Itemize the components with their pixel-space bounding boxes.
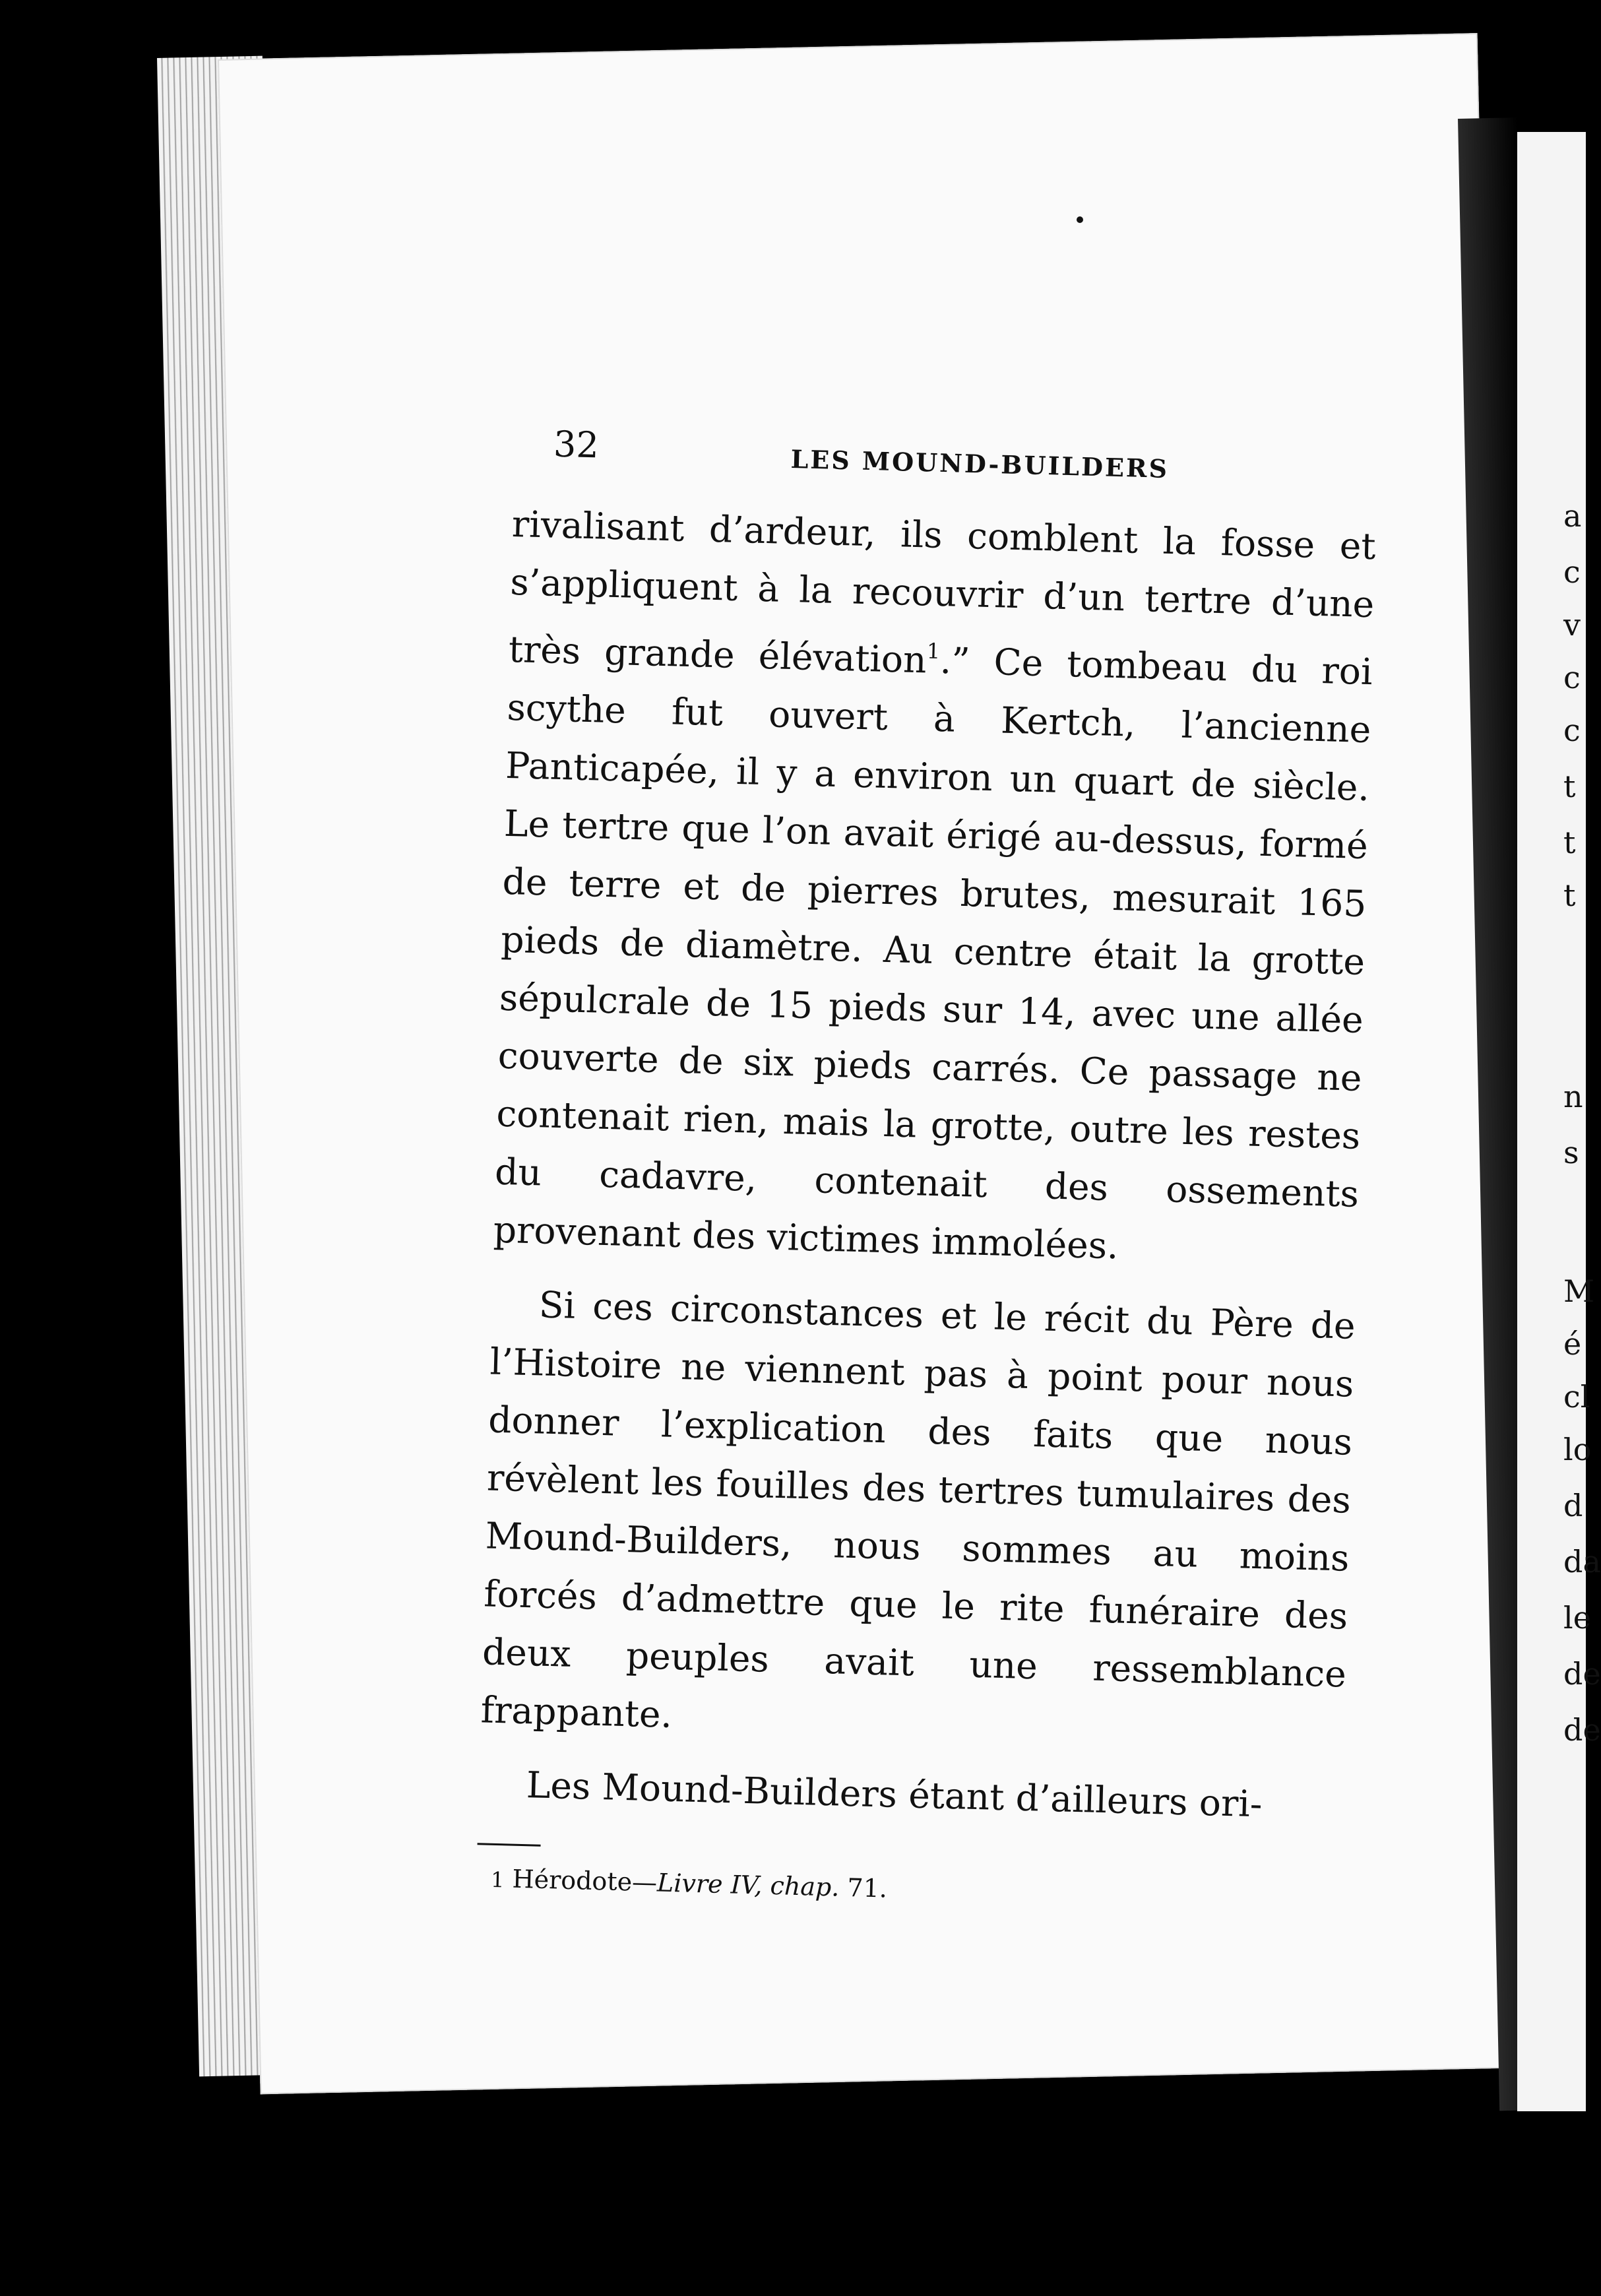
facing-page-fragment: c (1563, 713, 1581, 748)
speck-mark (1077, 216, 1083, 223)
facing-page-fragment: c (1563, 554, 1581, 590)
paragraph-1-continued: .” Ce tombeau du roi scythe fut ouvert à Kertch, l’ancienne Panticapée, il y a environ un quart de siècle. Le tertre que l’on avait érigé au-dessus, formé de terre et de pierres brutes, mesurait 165 pieds de diamètre. Au centre était la grotte sépulcrale de 15 pieds sur 14, avec une allée couverte de six pieds carrés. Ce passage ne contenait rien, mais la grotte, outre les restes du cadavre, contenait des ossements provenant des victimes immolées. (493, 639, 1373, 1267)
facing-page-fragment: de (1563, 1712, 1601, 1748)
facing-page-fragment: da (1563, 1544, 1601, 1579)
footnote-page: 71. (838, 1872, 888, 1903)
facing-page-fragment: é (1563, 1326, 1582, 1362)
footnote-number: 1 (490, 1866, 505, 1893)
facing-page-fragment: lo (1563, 1432, 1592, 1467)
body-text (478, 495, 1377, 1835)
facing-page-fragment: c (1563, 660, 1581, 695)
paragraph-3: Les Mound-Builders étant d’ailleurs ori- (526, 1764, 1263, 1826)
facing-page-fragment: v (1563, 607, 1581, 643)
facing-page-edge (1517, 132, 1601, 2111)
paragraph-1-text: rivalisant d’ardeur, ils comblent la fosse et s’appliquent à la recouvrir d’un tertre d’une très grande élévation (508, 502, 1377, 682)
footnote-work: Livre IV, chap. (656, 1868, 840, 1902)
facing-page-fragment: d (1563, 1488, 1583, 1523)
facing-page-fragment: t (1563, 825, 1576, 860)
paragraph-2: Si ces circonstances et le récit du Père de l’Histoire ne viennent pas à point pour nous donner l’explication des faits que nous révèlent les fouilles des tertres tumulaires des Mound-Builders, nous sommes au moins forcés d’admettre que le rite funéraire des deux peuples avait une ressemblance frappante. (480, 1283, 1356, 1736)
facing-page-fragment: t (1563, 769, 1576, 804)
running-title: LES MOUND-BUILDERS (790, 443, 1170, 484)
footnote-reference: 1 (926, 638, 941, 664)
facing-page-fragment: le (1563, 1600, 1591, 1636)
facing-page-fragment: t (1563, 877, 1576, 913)
facing-page-fragment: cl (1563, 1379, 1590, 1415)
paragraph-1 (493, 495, 1377, 1281)
facing-page-fragment: s (1563, 1135, 1579, 1170)
page-number: 32 (553, 423, 600, 466)
footnote-rule (478, 1843, 541, 1847)
footnote-author: Hérodote— (511, 1864, 658, 1897)
facing-page-fragment: M (1563, 1273, 1595, 1309)
facing-page-fragment: n (1563, 1079, 1583, 1114)
page-content (476, 422, 1379, 1915)
facing-page-fragment: de (1563, 1656, 1601, 1692)
facing-page-fragment: a (1563, 498, 1582, 534)
